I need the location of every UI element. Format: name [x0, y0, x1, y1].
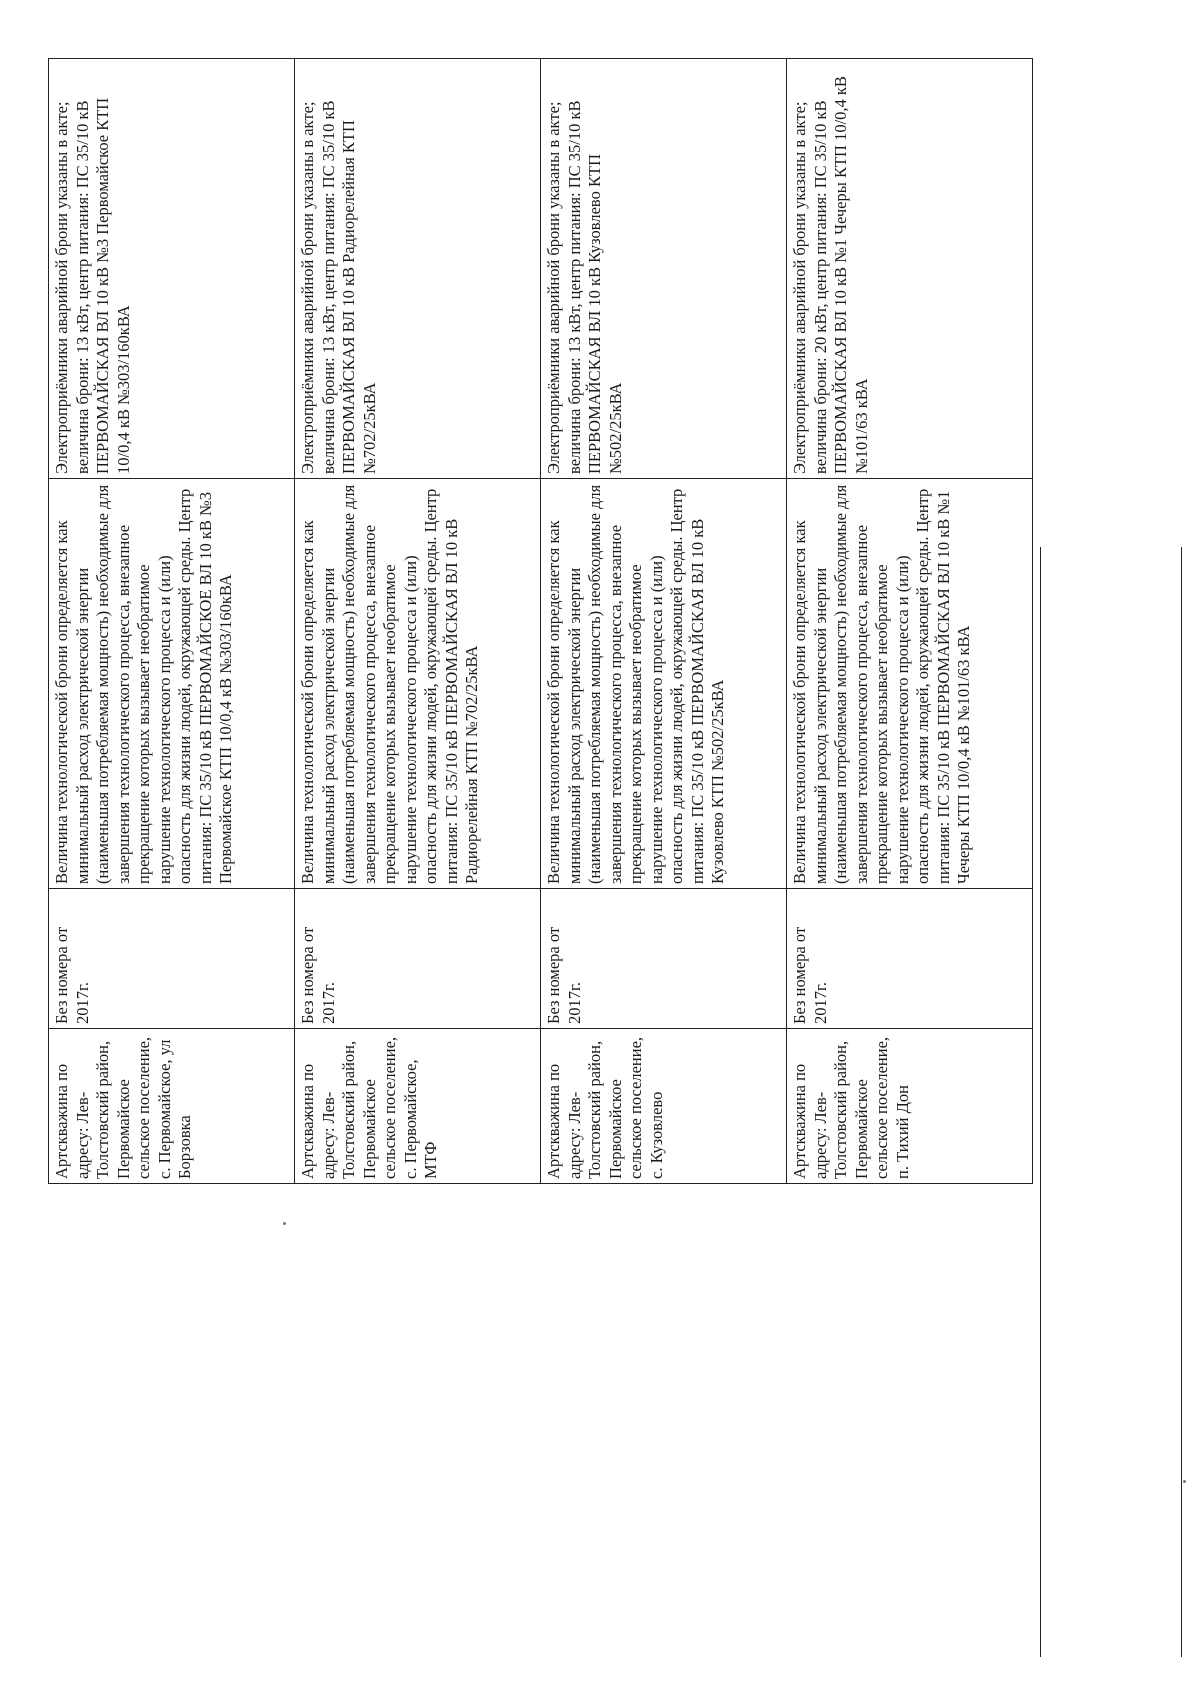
tech-reserve-cell: Величина технологической брони определяется как минимальный расход электрической энергии (наименьшая потребляемая мощность) необходимые для завершения технологического процесса, внезапное прекращение которых вызывает необратимое нарушение технологического процесса и (или) опасность для жизни людей, окружающей среды. Центр питания: ПС 35/10 кВ ПЕРВОМАЙСКОЕ ВЛ 10 кВ №3 Первомайское КТП 10/0,4 кВ №303/160кВА: [49, 479, 295, 889]
document-cell: Без номера от 2017г.: [295, 889, 541, 1029]
tech-reserve-cell: Величина технологической брони определяется как минимальный расход электрической энергии (наименьшая потребляемая мощность) необходимые для завершения технологического процесса, внезапное прекращение которых вызывает необратимое нарушение технологического процесса и (или) опасность для жизни людей, окружающей среды. Центр питания: ПС 35/10 кВ ПЕРВОМАЙСКАЯ ВЛ 10 кВ №1 Чечеры КТП 10/0,4 кВ №101/63 кВА: [787, 479, 1033, 889]
object-cell: Артскважина по адресу: Лев-Толстовский район, Первомайское сельское поселение, с. Кузовлево: [541, 1029, 787, 1184]
table-row: [49, 59, 295, 1184]
table-row: [541, 59, 787, 1184]
object-cell: Артскважина по адресу: Лев-Толстовский район, Первомайское сельское поселение, с. Первомайское, ул Борзовка: [49, 1029, 295, 1184]
tech-reserve-cell: Величина технологической брони определяется как минимальный расход электрической энергии (наименьшая потребляемая мощность) необходимые для завершения технологического процесса, внезапное прекращение которых вызывает необратимое нарушение технологического процесса и (или) опасность для жизни людей, окружающей среды. Центр питания: ПС 35/10 кВ ПЕРВОМАЙСКАЯ ВЛ 10 кВ Радиорелейная КТП №702/25кВА: [295, 479, 541, 889]
object-cell: Артскважина по адресу: Лев-Толстовский район, Первомайское сельское поселение, п. Тихий Дон: [787, 1029, 1033, 1184]
object-cell: Артскважина по адресу: Лев-Толстовский район, Первомайское сельское поселение, с. Первомайское, МТФ: [295, 1029, 541, 1184]
document-cell: Без номера от 2017г.: [541, 889, 787, 1029]
scan-speck: [283, 1222, 286, 1225]
scan-speck: [1183, 1480, 1186, 1483]
separator-line: [1040, 547, 1041, 1657]
emergency-reserve-cell: Электроприёмники аварийной брони указаны в акте; величина брони: 13 кВт, центр питания: ПС 35/10 кВ ПЕРВОМАЙСКАЯ ВЛ 10 кВ Радиорелейная КТП №702/25кВА: [295, 59, 541, 479]
separator-line: [1181, 547, 1182, 1657]
table-row: [295, 59, 541, 1184]
document-cell: Без номера от 2017г.: [787, 889, 1033, 1029]
table-row: [787, 59, 1033, 1184]
emergency-reserve-cell: Электроприёмники аварийной брони указаны в акте; величина брони: 13 кВт, центр питания: ПС 35/10 кВ ПЕРВОМАЙСКАЯ ВЛ 10 кВ №3 Первомайское КТП 10/0,4 кВ №303/160кВА: [49, 59, 295, 479]
emergency-reserve-cell: Электроприёмники аварийной брони указаны в акте; величина брони: 20 кВт, центр питания: ПС 35/10 кВ ПЕРВОМАЙСКАЯ ВЛ 10 кВ №1 Чечеры КТП 10/0,4 кВ №101/63 кВА: [787, 59, 1033, 479]
tech-reserve-cell: Величина технологической брони определяется как минимальный расход электрической энергии (наименьшая потребляемая мощность) необходимые для завершения технологического процесса, внезапное прекращение которых вызывает необратимое нарушение технологического процесса и (или) опасность для жизни людей, окружающей среды. Центр питания: ПС 35/10 кВ ПЕРВОМАЙСКАЯ ВЛ 10 кВ Кузовлево КТП №502/25кВА: [541, 479, 787, 889]
reserve-table: [48, 58, 1033, 1184]
document-cell: Без номера от 2017г.: [49, 889, 295, 1029]
emergency-reserve-cell: Электроприёмники аварийной брони указаны в акте; величина брони: 13 кВт, центр питания: ПС 35/10 кВ ПЕРВОМАЙСКАЯ ВЛ 10 кВ Кузовлево КТП №502/25кВА: [541, 59, 787, 479]
